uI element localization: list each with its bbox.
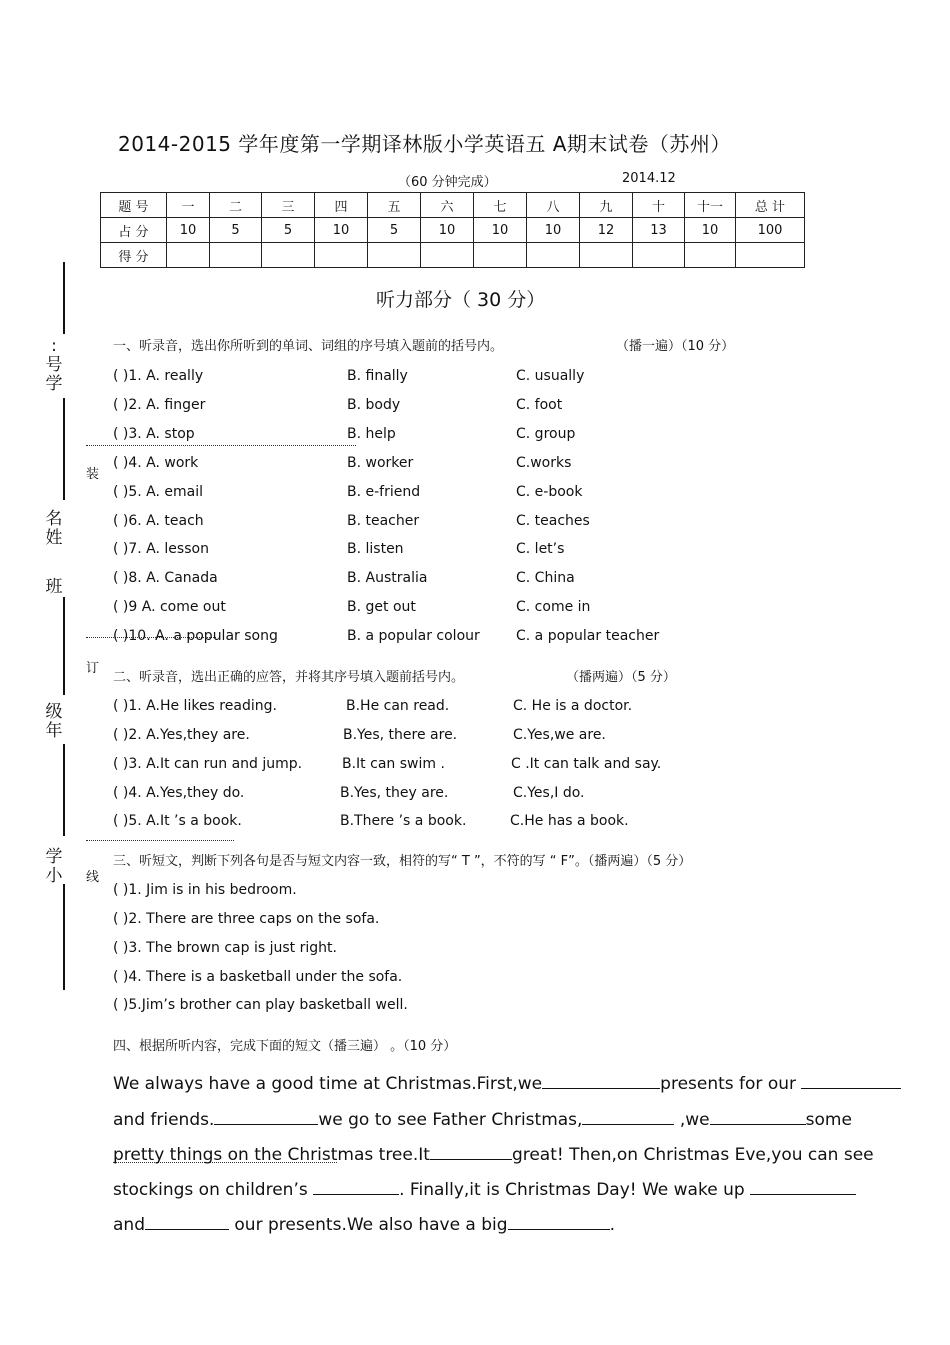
answer-blank[interactable] [214,1106,318,1125]
table-cell: 10 [315,218,368,243]
passage-text: pretty things on the Christmas tree.It [113,1145,430,1165]
listening-part-title: 听力部分（ 30 分） [376,289,546,311]
passage-text: We always have a good time at Christmas.First,we [113,1074,543,1094]
passage-text: . Finally,it is Christmas Day! We wake up [399,1180,745,1200]
judgement-item[interactable]: ( )1. Jim is in his bedroom. [113,882,297,898]
score-input-cell[interactable] [421,243,474,268]
section1-note: （播一遍）（10 分） [616,339,735,354]
passage-line [113,1176,856,1200]
score-input-cell[interactable] [685,243,736,268]
dotted-cut-line [86,840,234,841]
judgement-item[interactable]: ( )4. There is a basketball under the sofa. [113,969,403,985]
dotted-cut-line [86,445,356,446]
grade-label: 级年 [45,702,63,741]
option-b: B.There ’s a book. [340,813,467,829]
answer-blank[interactable] [710,1106,806,1125]
table-row [101,218,805,243]
question-stem[interactable]: ( )3. A.It can run and jump. [113,756,303,772]
table-cell: 五 [368,193,421,218]
question-stem[interactable]: ( )5. A.It ’s a book. [113,813,242,829]
score-input-cell[interactable] [633,243,685,268]
score-input-cell[interactable] [368,243,421,268]
judgement-item[interactable]: ( )2. There are three caps on the sofa. [113,911,380,927]
question-stem[interactable]: ( )9 A. come out [113,599,226,615]
section1-title: 一、听录音，选出你所听到的单词、词组的序号填入题前的括号内。 [113,339,504,354]
score-input-cell[interactable] [315,243,368,268]
passage-line [113,1141,874,1165]
table-cell: 5 [210,218,262,243]
judgement-item[interactable]: ( )5.Jim’s brother can play basketball well. [113,997,408,1013]
question-stem[interactable]: ( )8. A. Canada [113,570,218,586]
table-cell: 十一 [685,193,736,218]
option-b: B. help [347,426,396,442]
table-cell: 题 号 [101,193,167,218]
passage-text: . [609,1215,615,1235]
section2-note: （播两遍）（5 分） [566,670,676,685]
option-c: C. He is a doctor. [513,698,633,714]
section2-title: 二、听录音，选出正确的应答，并将其序号填入题前括号内。 [113,670,465,685]
option-b: B. a popular colour [347,628,480,644]
table-cell: 六 [421,193,474,218]
table-cell: 10 [167,218,210,243]
table-cell: 10 [685,218,736,243]
answer-blank[interactable] [542,1070,660,1089]
table-cell: 10 [527,218,580,243]
option-b: B.He can read. [346,698,450,714]
question-stem[interactable]: ( )3. A. stop [113,426,195,442]
table-cell: 得 分 [101,243,167,268]
option-b: B. get out [347,599,416,615]
answer-blank[interactable] [750,1176,856,1195]
table-cell: 二 [210,193,262,218]
table-cell: 一 [167,193,210,218]
score-table [100,192,805,268]
table-row [101,243,805,268]
question-stem[interactable]: ( )4. A. work [113,455,199,471]
option-c: C. China [516,570,575,586]
option-b: B. listen [347,541,404,557]
table-cell: 八 [527,193,580,218]
score-input-cell[interactable] [527,243,580,268]
exam-date: 2014.12 [622,171,676,186]
passage-line [113,1106,852,1130]
passage-line [113,1211,615,1235]
option-c: C.Yes,we are. [513,727,606,743]
option-b: B. body [347,397,401,413]
question-stem[interactable]: ( )10. A. a popular song [113,628,278,644]
answer-blank[interactable] [145,1211,229,1230]
section3-title: 三、听短文，判断下列各句是否与短文内容一致，相符的写“ T ”，不符的写 “ F”。（播两遍）（5 分） [113,854,692,869]
option-c: C. usually [516,368,585,384]
table-cell: 七 [474,193,527,218]
passage-text: our presents.We also have a big [234,1215,508,1235]
question-stem[interactable]: ( )1. A.He likes reading. [113,698,277,714]
table-cell: 5 [262,218,315,243]
binding-line [63,398,65,500]
duration-note: （60 分钟完成） [398,175,497,190]
answer-blank[interactable] [313,1176,399,1195]
table-cell: 12 [580,218,633,243]
passage-text: presents for our [660,1074,796,1094]
question-stem[interactable]: ( )1. A. really [113,368,204,384]
table-cell: 四 [315,193,368,218]
passage-line [113,1070,901,1094]
binding-line [63,884,65,990]
option-c: C.works [516,455,572,471]
judgement-item[interactable]: ( )3. The brown cap is just right. [113,940,337,956]
binding-line [63,744,65,836]
answer-blank[interactable] [508,1211,610,1230]
answer-blank[interactable] [801,1070,901,1089]
option-b: B. e-friend [347,484,421,500]
passage-text: some [805,1110,852,1130]
section4-title: 四、根据所听内容，完成下面的短文（播三遍） 。（10 分） [113,1039,457,1054]
binding-mark-zhuang: 装 [86,467,100,482]
passage-text: ,we [679,1110,710,1130]
question-stem[interactable]: ( )2. A.Yes,they are. [113,727,250,743]
question-stem[interactable]: ( )2. A. finger [113,397,206,413]
passage-text: and [113,1215,145,1235]
passage-text: stockings on children’s [113,1180,308,1200]
passage-text: we go to see Father Christmas, [318,1110,583,1130]
exam-title: 2014-2015 学年度第一学期译林版小学英语五 A期末试卷（苏州） [118,132,731,156]
student-name-label: 名姓 [45,509,63,548]
option-b: B. finally [347,368,408,384]
binding-line [63,262,65,334]
answer-blank[interactable] [430,1141,512,1160]
table-cell: 100 [736,218,805,243]
option-c: C.He has a book. [510,813,629,829]
table-cell: 总 计 [736,193,805,218]
binding-mark-xian: 线 [86,870,100,885]
student-id-label: :号学 [45,336,63,394]
score-input-cell[interactable] [167,243,210,268]
table-cell: 十 [633,193,685,218]
option-b: B. Australia [347,570,428,586]
option-b: B.It can swim . [342,756,445,772]
question-stem[interactable]: ( )4. A.Yes,they do. [113,785,245,801]
option-c: C. foot [516,397,563,413]
option-b: B.Yes, there are. [343,727,458,743]
score-input-cell[interactable] [474,243,527,268]
question-stem[interactable]: ( )7. A. lesson [113,541,209,557]
option-c: C. a popular teacher [516,628,660,644]
table-cell: 10 [474,218,527,243]
school-label: 学小 [45,847,63,886]
score-input-cell[interactable] [736,243,805,268]
table-row [101,193,805,218]
option-c: C. group [516,426,576,442]
option-c: C. let’s [516,541,565,557]
passage-text: great! Then,on Christmas Eve,you can see [511,1145,874,1165]
table-cell: 九 [580,193,633,218]
score-input-cell[interactable] [580,243,633,268]
option-c: C .It can talk and say. [511,756,662,772]
table-cell: 三 [262,193,315,218]
option-b: B.Yes, they are. [340,785,449,801]
option-b: B. teacher [347,513,420,529]
answer-blank[interactable] [582,1106,674,1125]
class-label: 班 [45,577,63,597]
option-c: C. e-book [516,484,583,500]
binding-mark-ding: 订 [86,661,100,676]
table-cell: 占 分 [101,218,167,243]
option-c: C.Yes,I do. [513,785,585,801]
passage-text: and friends. [113,1110,215,1130]
score-input-cell[interactable] [210,243,262,268]
table-cell: 13 [633,218,685,243]
question-stem[interactable]: ( )6. A. teach [113,513,204,529]
score-input-cell[interactable] [262,243,315,268]
binding-line [63,597,65,695]
question-stem[interactable]: ( )5. A. email [113,484,204,500]
table-cell: 10 [421,218,474,243]
option-c: C. teaches [516,513,590,529]
table-cell: 5 [368,218,421,243]
option-c: C. come in [516,599,591,615]
option-b: B. worker [347,455,414,471]
